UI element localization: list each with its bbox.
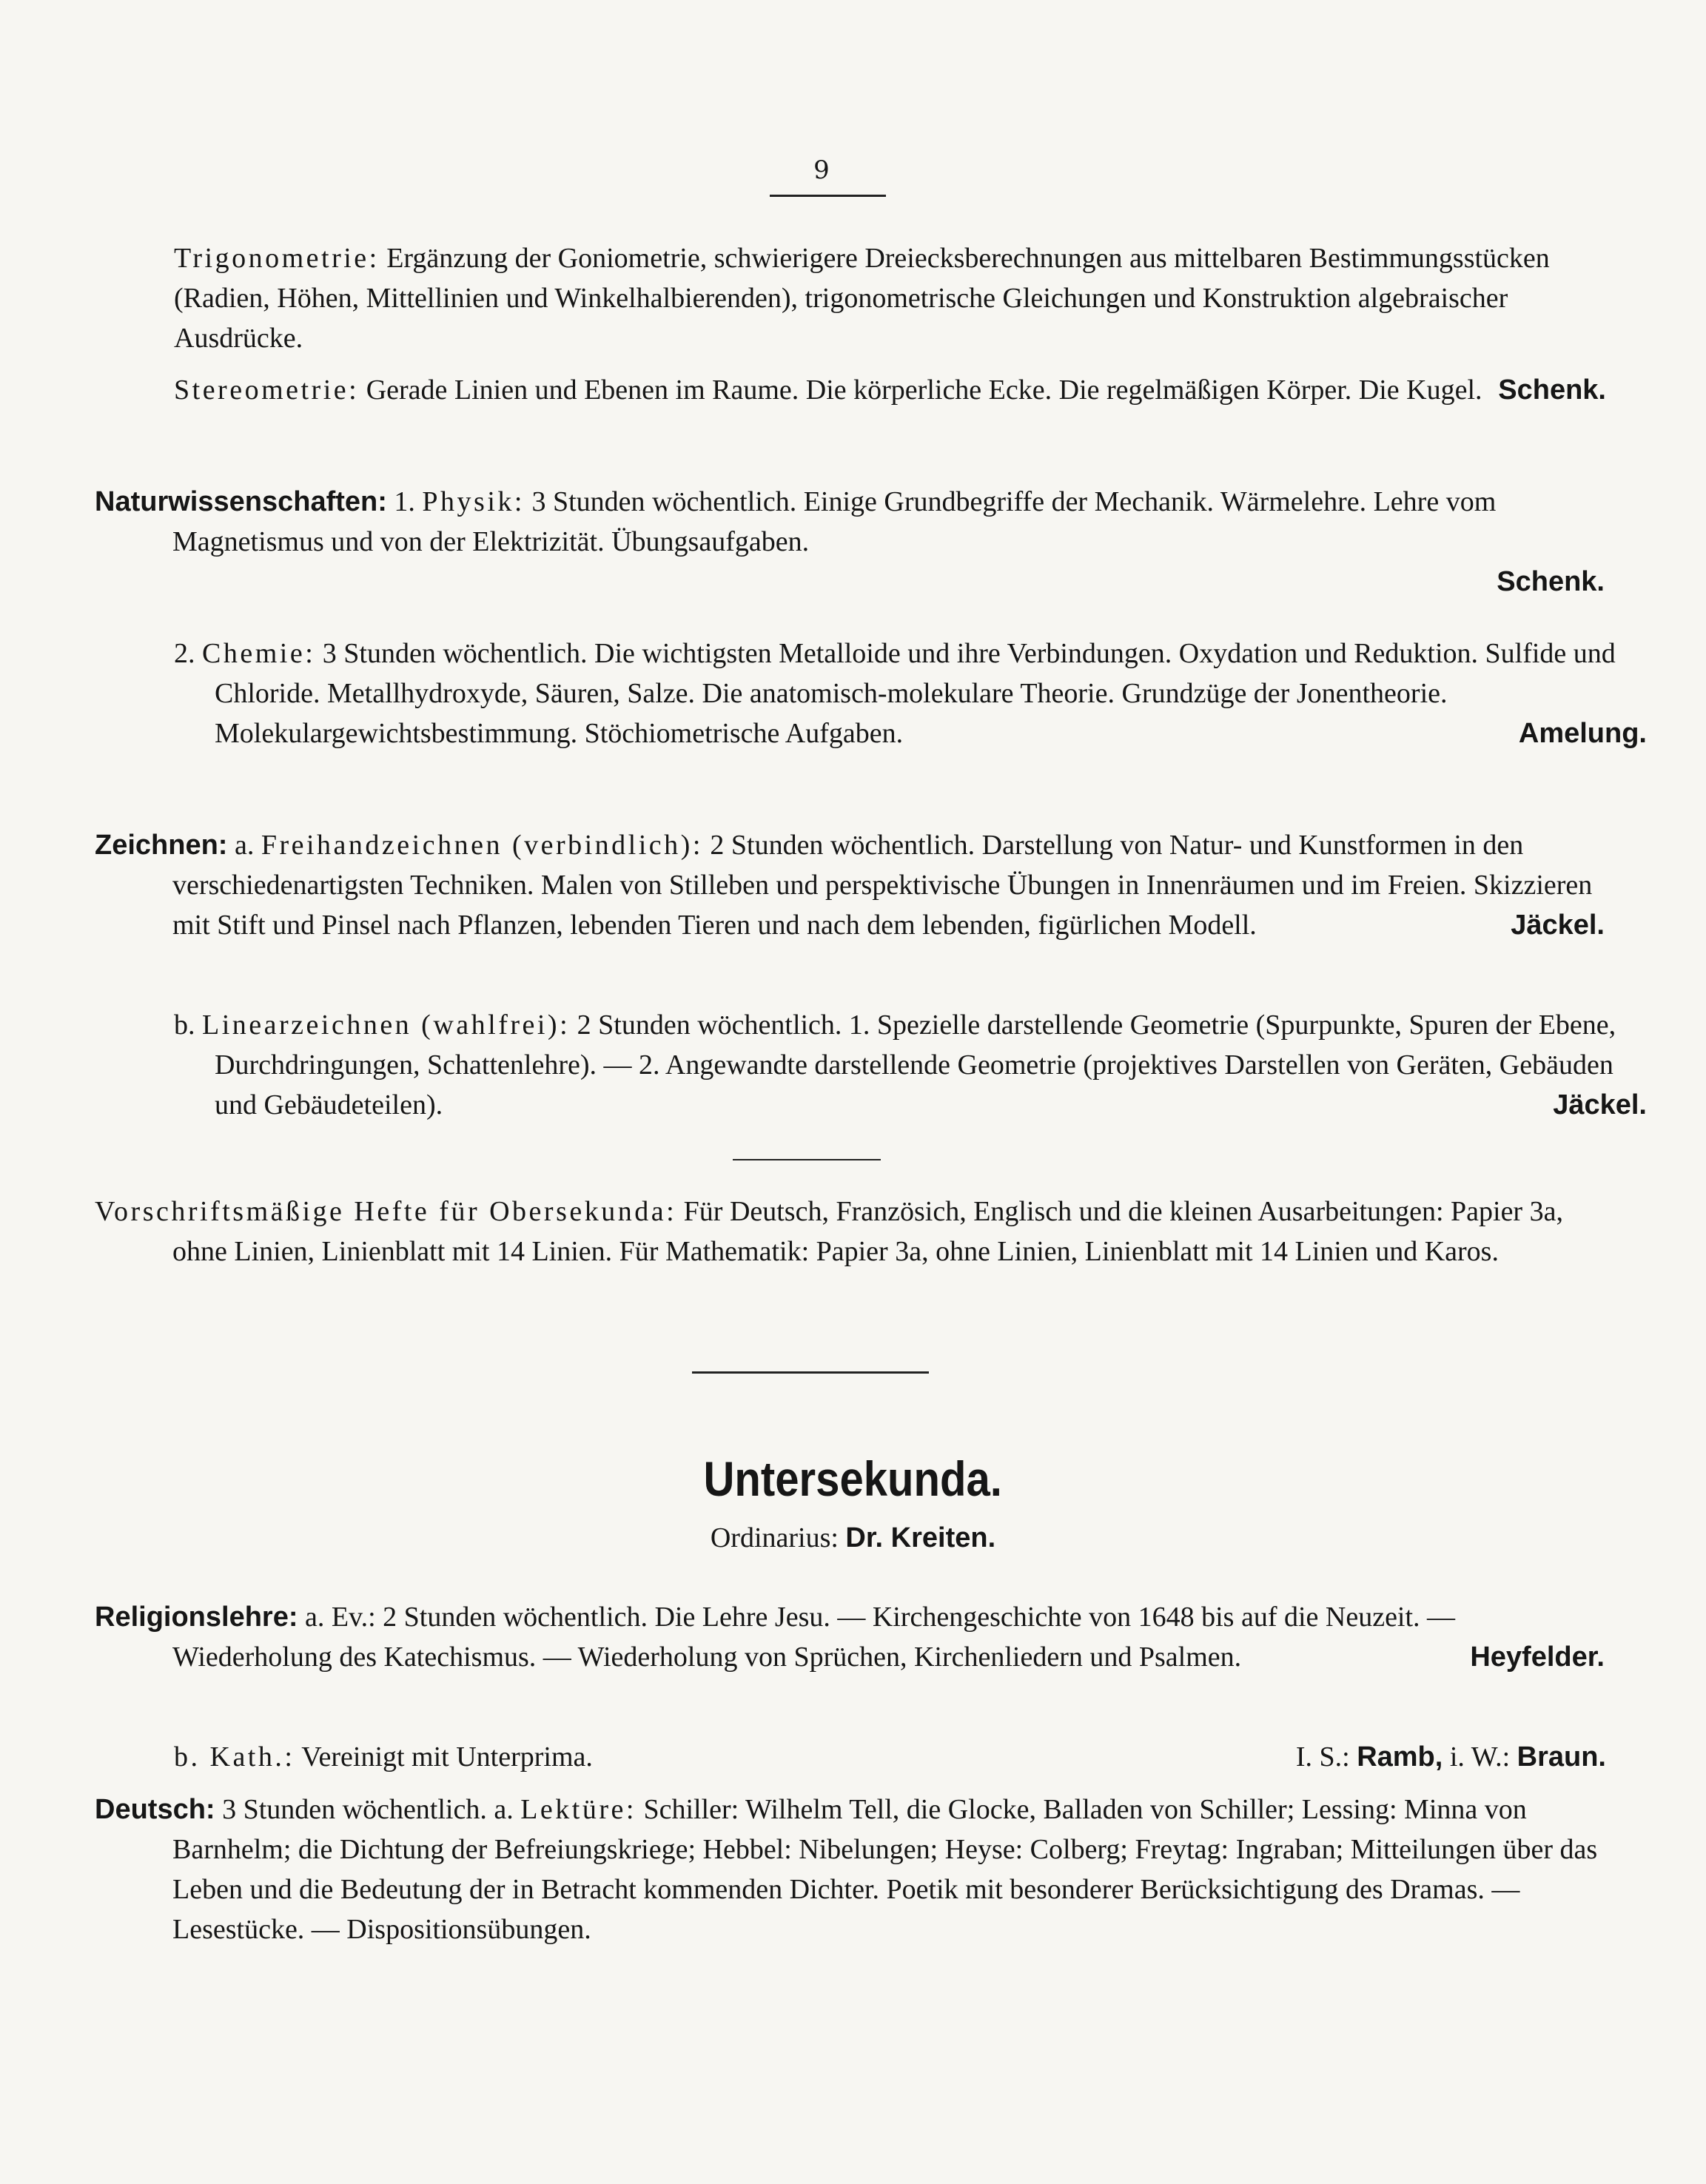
chemie-label: Chemie: [202,638,316,669]
page-number-rule [770,195,886,197]
naturwissenschaften-label: Naturwissenschaften: [95,486,387,517]
deutsch-lektuere-label: Lektüre: [520,1794,637,1825]
chemie-text: 3 Stunden wöchentlich. Die wichtigsten Metalloide und ihre Verbindungen. Oxydation und Reduktion. Sulfide und Chloride. Metallhydroxyde, Säuren, Salze. Die anatomisch-molekulare Theorie. Grundzüge der Jonentheorie. Molekulargewichtsbestimmung. Stöchiometrische Aufgaben. [215,638,1616,749]
heading-untersekunda: Untersekunda. [703,1451,1002,1506]
religion-teacher: Heyfelder. [1470,1642,1605,1673]
zeichnen-label: Zeichnen: [95,830,228,861]
kath-text: Vereinigt mit Unterprima. [301,1741,593,1773]
linear-text: 2 Stunden wöchentlich. 1. Spezielle darstellende Geometrie (Spurpunkte, Spuren der Ebene, Durchdringungen, Schattenlehre). — 2. Angewandte darstellende Geometrie (projektives Darstellen von Geräten, Gebäuden und Gebäudeteilen). [215,1009,1616,1120]
religion-text: 2 Stunden wöchentlich. Die Lehre Jesu. — Kirchengeschichte von 1648 bis auf die Neuzeit. — Wiederholung des Katechismus. — Wiederholung von Sprüchen, Kirchenliedern und Psalmen. [172,1602,1456,1673]
freihand-prefix: a. [234,830,255,861]
physik-teacher: Schenk. [1497,566,1605,597]
section-stereometrie [95,370,1606,410]
freihand-text: 2 Stunden wöchentlich. Darstellung von Natur- und Kunstformen in den verschiedenartigsten Techniken. Malen von Stilleben und perspektivische Übungen in Innenräumen und im Freien. Skizzieren mit Stift und Pinsel nach Pflanzen, lebenden Tieren und nach dem lebenden, figürlichen Modell. [172,830,1593,941]
deutsch-text: Schiller: Wilhelm Tell, die Glocke, Balladen von Schiller; Lessing: Minna von Barnhelm; die Dichtung der Befreiungskriege; Hebbel: Nibelungen; Heyse: Colberg; Freytag: Ingraban; Mitteilungen über das Leben und die Bedeutung der in Betracht kommenden Dichter. Poetik mit besonderer Berücksichtigung des Dramas. — Lesestücke. — Dispositionsübungen. [172,1794,1598,1945]
ordinarius-label: Ordinarius: [710,1522,839,1553]
deutsch-pre: 3 Stunden wöchentlich. a. [222,1794,514,1825]
ordinarius-name: Dr. Kreiten. [845,1522,996,1553]
freihand-teacher: Jäckel. [1511,910,1605,941]
ordinarius-line [0,1522,1706,1554]
section-trigonometrie [95,238,1606,358]
physik-prefix: 1. [394,486,415,517]
freihand-label: Freihandzeichnen (verbindlich): [261,830,703,861]
section-kath [95,1737,1606,1777]
kath-teacher-mid: i. W.: [1449,1741,1511,1773]
trigonometrie-label: Trigonometrie: [174,243,380,274]
section-religionslehre [95,1597,1605,1677]
trigonometrie-text: Ergänzung der Goniometrie, schwierigere Dreiecksberechnungen aus mittelbaren Bestimmungsstücken (Radien, Höhen, Mittellinien und Winkelhalbierenden), trigonometrische Gleichungen und Konstruktion algebraischer Ausdrücke. [174,243,1550,354]
stereometrie-label: Stereometrie: [174,374,360,406]
hefte-text: Für Deutsch, Französich, Englisch und die kleinen Ausarbeitungen: Papier 3a, ohne Linien, Linienblatt mit 14 Linien. Für Mathematik: Papier 3a, ohne Linien, Linienblatt mit 14 Linien und Karos. [172,1196,1563,1267]
section-naturwissenschaften [95,482,1605,602]
linear-label: Linearzeichnen (wahlfrei): [202,1009,571,1041]
kath-teacher-braun: Braun. [1517,1741,1606,1773]
linear-prefix: b. [174,1009,195,1041]
section-deutsch [95,1790,1605,1949]
section-chemie [95,634,1647,753]
deutsch-label: Deutsch: [95,1794,215,1825]
physik-text: 3 Stunden wöchentlich. Einige Grundbegriffe der Mechanik. Wärmelehre. Lehre vom Magnetismus und von der Elektrizität. Übungsaufgaben. [172,486,1497,557]
section-hefte [95,1192,1605,1271]
section-divider [692,1371,929,1374]
physik-label: Physik: [422,486,525,517]
stereometrie-text: Gerade Linien und Ebenen im Raume. Die körperliche Ecke. Die regelmäßigen Körper. Die Kugel. [366,374,1482,406]
kath-teachers [1296,1737,1606,1777]
hefte-label: Vorschriftsmäßige Hefte für Obersekunda: [95,1196,677,1227]
chemie-teacher: Amelung. [1518,718,1647,749]
kath-teacher-prefix: I. S.: [1295,1741,1350,1773]
kath-teacher-ramb: Ramb, [1357,1741,1443,1773]
linear-teacher: Jäckel. [1553,1089,1647,1120]
chemie-prefix: 2. [174,638,195,669]
kath-label: b. Kath.: [174,1741,295,1773]
stereometrie-teacher: Schenk. [1498,374,1606,406]
religion-label: Religionslehre: [95,1602,298,1633]
section-linearzeichnen [95,1005,1647,1125]
section-zeichnen [95,825,1605,945]
religion-prefix: a. Ev.: [305,1602,376,1633]
section-divider-short [733,1159,881,1160]
page-number: 9 [813,155,830,185]
